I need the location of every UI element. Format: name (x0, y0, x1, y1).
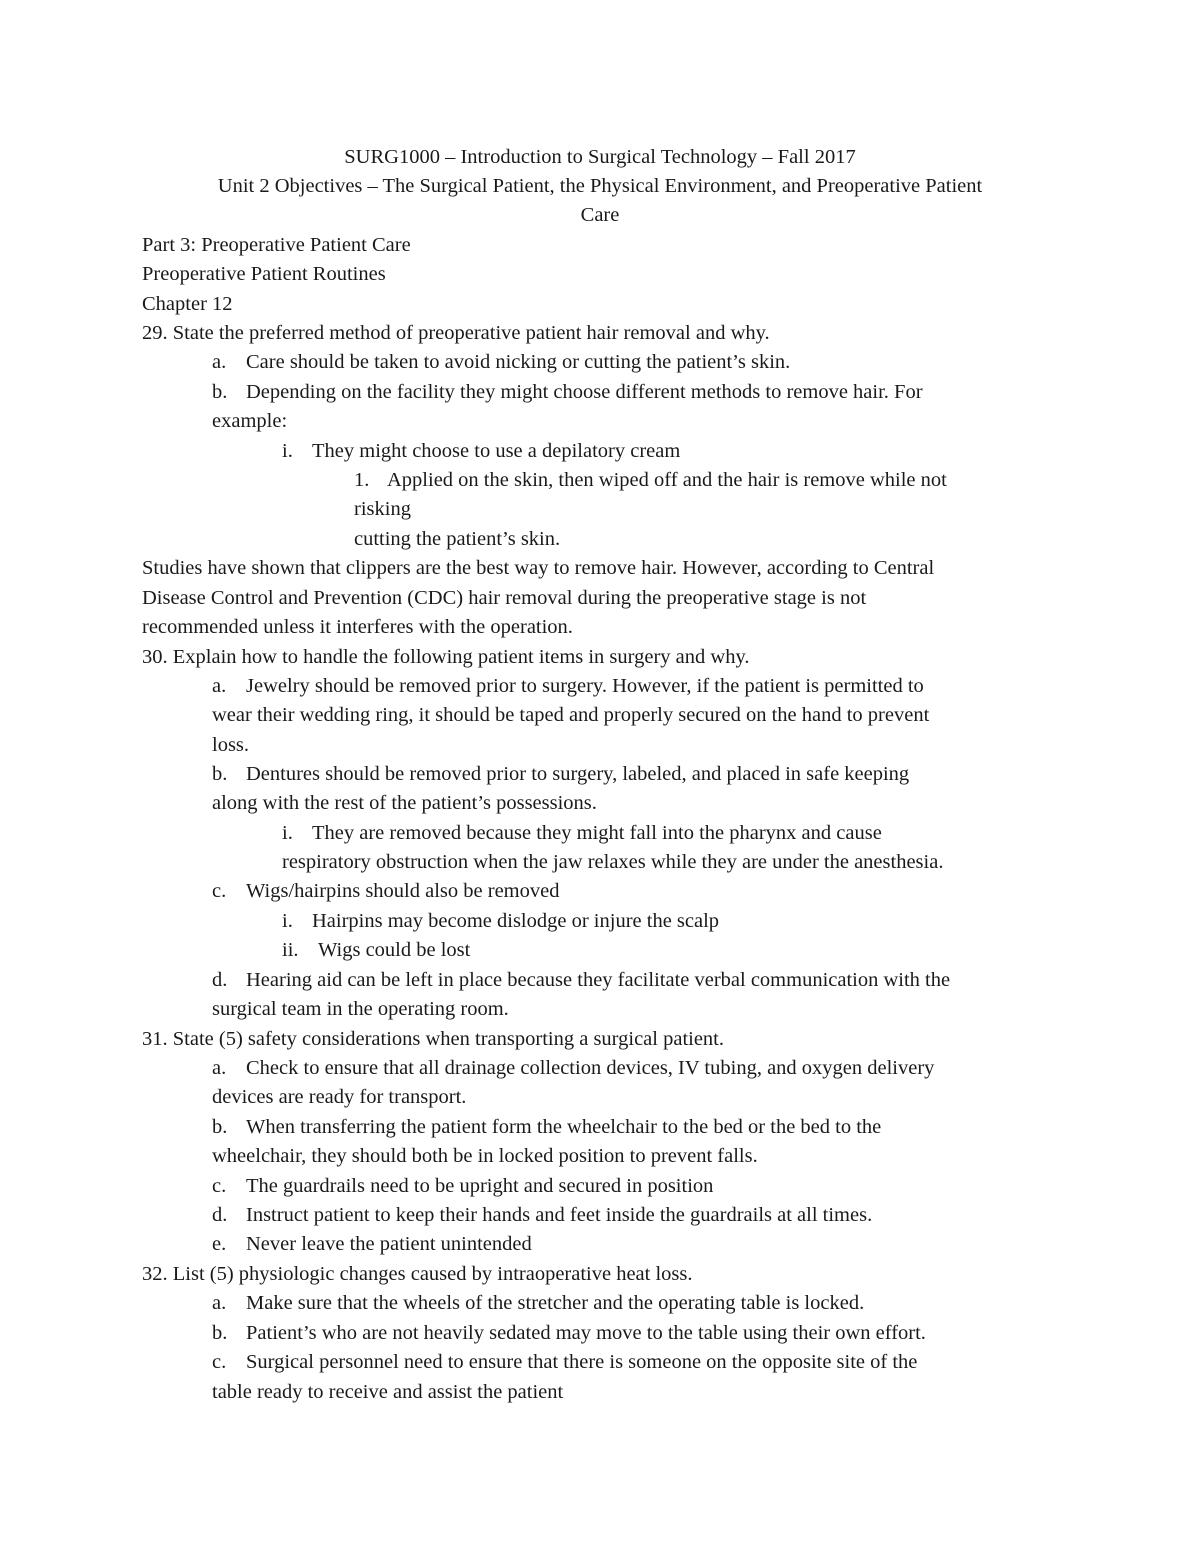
list-item-text: Hairpins may become dislodge or injure the scalp (312, 910, 720, 932)
list-item-text: Wigs/hairpins should also be removed (246, 880, 560, 902)
q30-item-b (212, 760, 909, 789)
course-title: SURG1000 – Introduction to Surgical Technology – Fall 2017 (344, 146, 856, 168)
list-marker: i. (282, 910, 293, 932)
list-marker: i. (282, 440, 293, 462)
list-marker: b. (212, 1322, 228, 1344)
q30-item-c-i (282, 907, 719, 936)
q29-item-b-i (282, 437, 680, 466)
q32-item-c-cont: table ready to receive and assist the patient (212, 1381, 564, 1403)
list-item-text: Wigs could be lost (318, 939, 471, 961)
list-item-text: They might choose to use a depilatory cream (312, 440, 681, 462)
q31-item-e (212, 1230, 532, 1259)
list-marker: c. (212, 1351, 227, 1373)
q31-item-a-cont: devices are ready for transport. (212, 1086, 467, 1108)
q29-item-b (212, 378, 923, 407)
q29-note-line-3: recommended unless it interferes with the operation. (142, 616, 573, 638)
list-marker: 1. (354, 469, 370, 491)
q29-item-b-i-1-cont: risking (354, 498, 411, 520)
list-item-text: Hearing aid can be left in place because they facilitate verbal communication with the (246, 969, 951, 991)
list-marker: ii. (282, 939, 299, 961)
q31-item-a (212, 1054, 934, 1083)
list-item-text: Check to ensure that all drainage collection devices, IV tubing, and oxygen delivery (246, 1057, 935, 1079)
list-marker: d. (212, 1204, 228, 1226)
q32-item-b (212, 1319, 926, 1348)
list-item-text: Jewelry should be removed prior to surgery. However, if the patient is permitted to (246, 675, 924, 697)
q30-item-a-cont: wear their wedding ring, it should be taped and properly secured on the hand to prevent (212, 704, 930, 726)
list-item-text: They are removed because they might fall into the pharynx and cause (312, 822, 882, 844)
question-29: 29. State the preferred method of preoperative patient hair removal and why. (142, 322, 770, 344)
q31-item-d (212, 1201, 872, 1230)
list-item-text: Patient’s who are not heavily sedated may move to the table using their own effort. (246, 1322, 926, 1344)
q30-item-d-cont: surgical team in the operating room. (212, 998, 509, 1020)
list-marker: b. (212, 1116, 228, 1138)
q30-item-c-ii (282, 936, 470, 965)
part-heading: Part 3: Preoperative Patient Care (142, 234, 411, 256)
list-marker: a. (212, 351, 227, 373)
list-marker: b. (212, 381, 228, 403)
q29-item-b-i-1-cont-2: cutting the patient’s skin. (354, 528, 561, 550)
list-marker: a. (212, 1057, 227, 1079)
list-item-text: Never leave the patient unintended (246, 1233, 532, 1255)
list-marker: c. (212, 880, 227, 902)
q30-item-a-cont-2: loss. (212, 734, 250, 756)
question-30: 30. Explain how to handle the following patient items in surgery and why. (142, 646, 750, 668)
q29-item-b-cont: example: (212, 410, 288, 432)
list-marker: e. (212, 1233, 227, 1255)
q29-item-b-i-1 (354, 466, 947, 495)
list-marker: a. (212, 1292, 227, 1314)
unit-title-line-2: Care (580, 204, 620, 226)
q30-item-b-i (282, 819, 882, 848)
list-marker: d. (212, 969, 228, 991)
q32-item-c (212, 1348, 917, 1377)
q29-note-line-1: Studies have shown that clippers are the best way to remove hair. However, according to Central (142, 557, 935, 579)
q30-item-b-cont: along with the rest of the patient’s possessions. (212, 792, 597, 814)
q29-note-line-2: Disease Control and Prevention (CDC) hair removal during the preoperative stage is not (142, 587, 867, 609)
list-item-text: Depending on the facility they might choose different methods to remove hair. For (246, 381, 923, 403)
list-item-text: Make sure that the wheels of the stretcher and the operating table is locked. (246, 1292, 865, 1314)
q30-item-b-i-cont: respiratory obstruction when the jaw relaxes while they are under the anesthesia. (282, 851, 944, 873)
list-item-text: Applied on the skin, then wiped off and the hair is remove while not (387, 469, 947, 491)
q32-item-a (212, 1289, 864, 1318)
chapter-heading: Chapter 12 (142, 293, 233, 315)
list-marker: c. (212, 1175, 227, 1197)
q29-item-a (212, 348, 790, 377)
list-marker: a. (212, 675, 227, 697)
q31-item-b-cont: wheelchair, they should both be in locked position to prevent falls. (212, 1145, 758, 1167)
q30-item-d (212, 966, 950, 995)
list-item-text: Care should be taken to avoid nicking or cutting the patient’s skin. (246, 351, 791, 373)
list-item-text: Surgical personnel need to ensure that there is someone on the opposite site of the (246, 1351, 918, 1373)
q31-item-c (212, 1172, 713, 1201)
list-item-text: When transferring the patient form the wheelchair to the bed or the bed to the (246, 1116, 882, 1138)
question-32: 32. List (5) physiologic changes caused by intraoperative heat loss. (142, 1263, 693, 1285)
list-item-text: Instruct patient to keep their hands and feet inside the guardrails at all times. (246, 1204, 873, 1226)
topic-heading: Preoperative Patient Routines (142, 263, 386, 285)
list-marker: i. (282, 822, 293, 844)
q31-item-b (212, 1113, 881, 1142)
question-31: 31. State (5) safety considerations when transporting a surgical patient. (142, 1028, 725, 1050)
q30-item-c (212, 877, 559, 906)
list-item-text: The guardrails need to be upright and secured in position (246, 1175, 714, 1197)
list-item-text: Dentures should be removed prior to surgery, labeled, and placed in safe keeping (246, 763, 910, 785)
q30-item-a (212, 672, 924, 701)
list-marker: b. (212, 763, 228, 785)
unit-title-line-1: Unit 2 Objectives – The Surgical Patient, the Physical Environment, and Preoperative Patient (217, 175, 983, 197)
